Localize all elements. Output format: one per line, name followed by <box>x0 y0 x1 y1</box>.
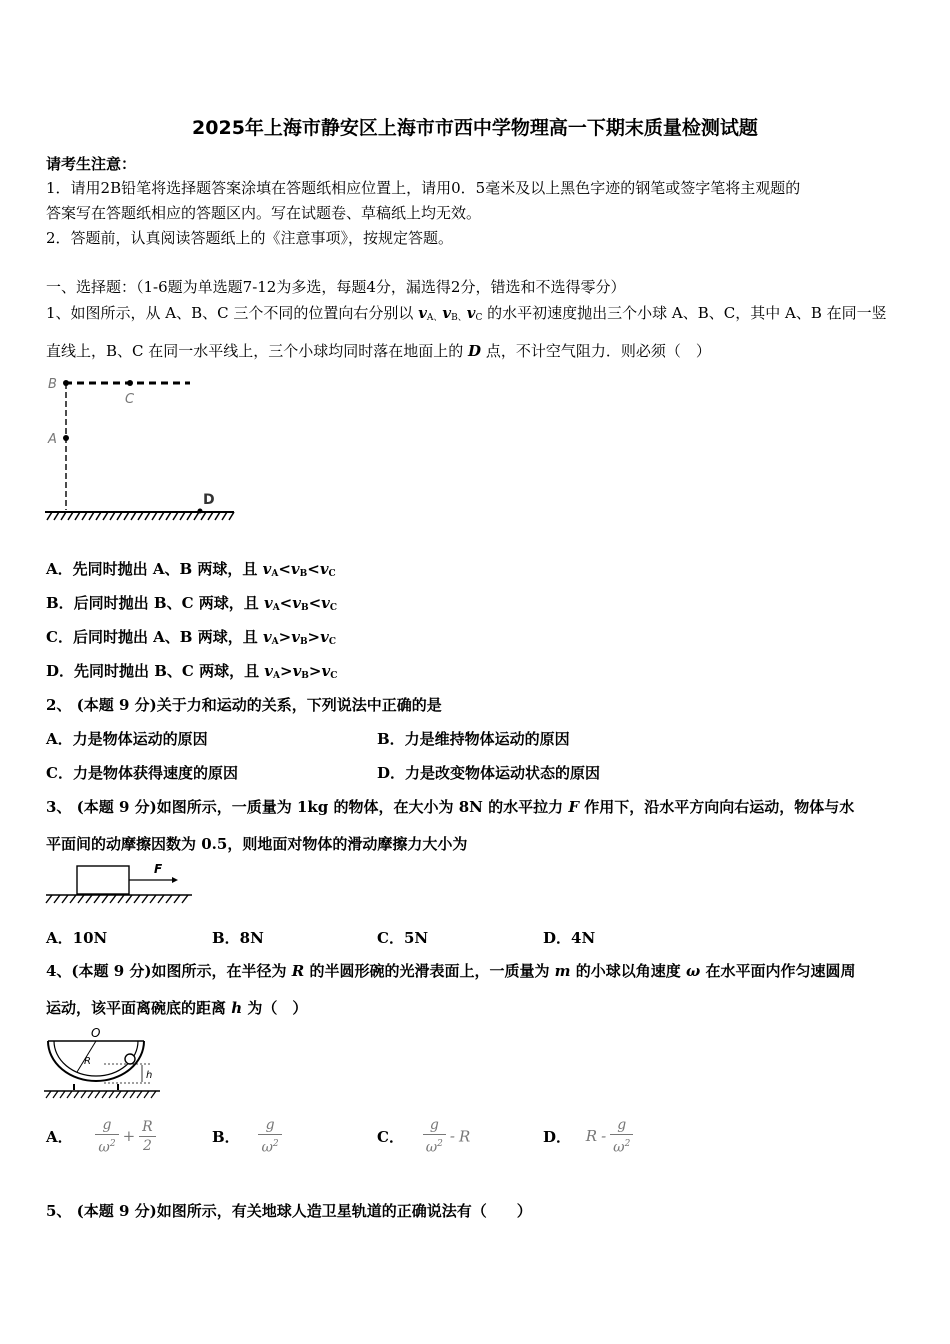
q3-option-c: C．5N <box>377 929 429 947</box>
label-a: A <box>48 432 57 447</box>
v-symbol: v <box>442 304 452 322</box>
notice-line: 2．答题前，认真阅读答题纸上的《注意事项》，按规定答题。 <box>46 229 454 247</box>
label-h: h <box>146 1070 153 1081</box>
q1-text: 的水平初速度抛出三个小球 A、B、C，其中 A、B 在同一竖 <box>482 304 887 322</box>
sub-b: B <box>451 313 458 323</box>
notice-line: 答案写在答题纸相应的答题区内。写在试题卷、草稿纸上均无效。 <box>46 204 482 222</box>
sub-sep: 、 <box>433 313 443 323</box>
ball-c <box>127 380 133 386</box>
q3-option-d: D．4N <box>543 929 596 947</box>
question-2-stem: 2、 (本题 9 分)关于力和运动的关系，下列说法中正确的是 <box>46 696 442 714</box>
ball-a <box>63 435 69 441</box>
q3-figure <box>44 860 194 906</box>
question-4-line-1: 4、(本题 9 分)如图所示，在半径为 R 的半圆形碗的光滑表面上，一质量为 m 的小球以角速度 ω 在水平面内作匀速圆周 <box>46 962 856 980</box>
q1-text: 直线上，B、C 在同一水平线上，三个小球均同时落在地面上的 <box>46 342 469 360</box>
q4-figure <box>44 1024 162 1100</box>
q2-option-b: B．力是维持物体运动的原因 <box>377 730 570 748</box>
question-1-line-1 <box>46 302 887 323</box>
ball-b <box>63 380 69 386</box>
q3-option-a: A．10N <box>46 929 108 947</box>
q4-option-b: B． $\frac{g}{\omega^2}$ <box>212 1116 282 1157</box>
q4-option-a: A． $\frac{g}{\omega^2}$ + $\frac{R}{2}$ <box>46 1116 156 1157</box>
q1-option-c: C．后同时抛出 A、B 两球，且 $v_A>v_B>v_C$ <box>46 628 337 647</box>
q2-option-a: A．力是物体运动的原因 <box>46 730 208 748</box>
q3-option-b: B．8N <box>212 929 264 947</box>
q1-text: 点，不计空气阻力．则必须（ ） <box>481 342 711 360</box>
label-c: C <box>125 392 135 407</box>
section-heading: 一、选择题：（1-6题为单选题7-12为多选，每题4分，漏选得2分，错选和不选得零分） <box>46 278 626 296</box>
notice-line: 1．请用2B铅笔将选择题答案涂填在答题纸相应位置上，请用0．5毫米及以上黑色字迹的钢笔或签字笔将主观题的 <box>46 179 801 197</box>
point-d: D <box>468 342 482 360</box>
sub-sep: 、 <box>457 313 467 323</box>
q1-option-d: D．先同时抛出 B、C 两球，且 $v_A>v_B>v_C$ <box>46 662 338 681</box>
arrow-head <box>172 877 178 883</box>
sub-c: C <box>475 313 483 323</box>
force-label: F <box>154 862 163 876</box>
q2-option-c: C．力是物体获得速度的原因 <box>46 764 238 782</box>
label-b: B <box>48 377 57 392</box>
question-3-line-1: 3、 (本题 9 分)如图所示，一质量为 1kg 的物体，在大小为 8N 的水平拉力 F 作用下，沿水平方向向右运动，物体与水 <box>46 798 855 816</box>
v-symbol: v <box>418 304 427 322</box>
sub-a: A <box>426 313 434 323</box>
ball <box>125 1054 135 1064</box>
q1-figure <box>40 370 240 522</box>
q2-option-d: D．力是改变物体运动状态的原因 <box>377 764 601 782</box>
question-3-line-2: 平面间的动摩擦因数为 0.5，则地面对物体的滑动摩擦力大小为 <box>46 835 468 853</box>
q1-text: 1、如图所示，从 A、B、C 三个不同的位置向右分别以 <box>46 304 419 322</box>
question-4-line-2: 运动，该平面离碗底的距离 h 为（ ） <box>46 999 308 1017</box>
label-r: R <box>84 1056 91 1067</box>
q4-option-c: C． $\frac{g}{\omega^2}$ - R <box>377 1117 471 1156</box>
v-symbol: v <box>466 304 476 322</box>
q1-option-a: A．先同时抛出 A、B 两球，且 $v_A<v_B<v_C$ <box>46 560 336 579</box>
q1-option-b: B．后同时抛出 B、C 两球，且 $v_A<v_B<v_C$ <box>46 594 338 613</box>
q4-option-d: D． R - $\frac{g}{\omega^2}$ <box>543 1116 633 1157</box>
question-5-stem: 5、 (本题 9 分)如图所示，有关地球人造卫星轨道的正确说法有（ ） <box>46 1202 532 1220</box>
block <box>77 866 129 894</box>
label-o: O <box>91 1026 101 1040</box>
ground-hatch <box>46 895 188 903</box>
notice-heading: 请考生注意： <box>46 155 137 173</box>
label-d: D <box>203 492 215 508</box>
question-1-line-2 <box>46 340 711 361</box>
ground-hatch <box>47 512 234 520</box>
page-title: 2025年上海市静安区上海市市西中学物理高一下期末质量检测试题 <box>192 117 758 139</box>
ground-hatch <box>46 1091 156 1098</box>
